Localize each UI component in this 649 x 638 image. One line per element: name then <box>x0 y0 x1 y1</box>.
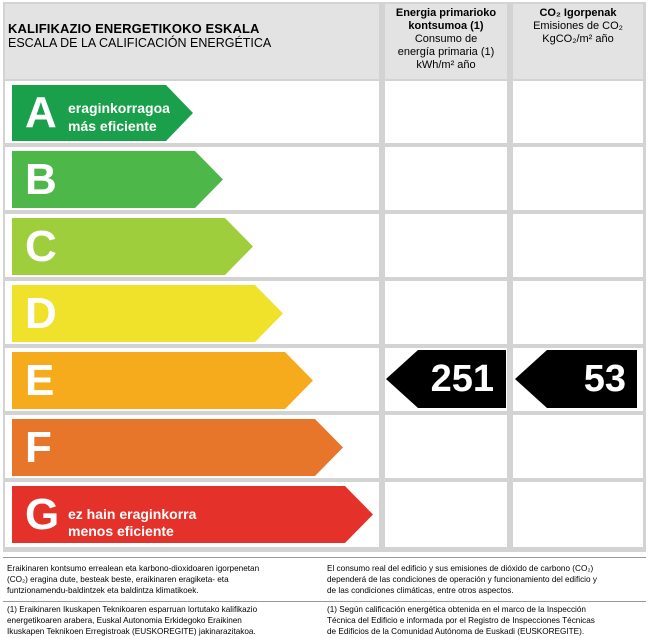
band-letter-c: C <box>25 222 57 271</box>
footer-note-es-line1: El consumo real del edificio y sus emisiones de dióxido de carbono (CO₂) <box>327 564 594 573</box>
emissions-cell-d <box>513 281 643 344</box>
band-g-label-es: menos eficiente <box>68 523 174 539</box>
footnote-es-line2: Técnica del Edificio e informada por el Registro de Inspecciones Técnicas <box>327 616 595 625</box>
emissions-column-title <box>513 7 643 46</box>
consumption-cell-c <box>385 214 507 277</box>
band-letter-a: A <box>25 88 57 137</box>
emissions-title-es: Emisiones de CO₂ <box>533 20 623 32</box>
band-arrow-f <box>12 419 344 476</box>
footnote-eu <box>7 604 257 637</box>
scale-title-eu: KALIFIKAZIO ENERGETIKOKO ESKALA <box>8 21 260 36</box>
band-letter-d: D <box>25 289 57 338</box>
consumption-value: 251 <box>430 358 494 400</box>
footer-note-es <box>327 563 597 596</box>
emissions-cell-f <box>513 415 643 478</box>
footer-note-eu-line3: funtzionamendu-baldintzek eta baldintza klimatikoek. <box>7 586 199 595</box>
emissions-title-eu: CO₂ Igorpenak <box>539 7 617 19</box>
band-letter-b: B <box>25 155 57 204</box>
footer-divider-top <box>3 557 646 558</box>
band-g-label-eu: ez hain eraginkorra <box>68 506 197 522</box>
footnote-es-line3: de Edificios de la Comunidad Autónoma de Euskadi (EUSKOREGITE). <box>327 627 585 636</box>
consumption-cell-a <box>385 81 507 143</box>
band-letter-g: G <box>25 490 60 539</box>
consumption-unit: kWh/m² año <box>416 59 476 71</box>
emissions-cell-b <box>513 147 643 210</box>
footer-note-es-line2: dependerá de las condiciones de operación y funcionamiento del edificio y <box>327 575 597 584</box>
footnote-es-line1: (1) Según calificación energética obtenida en el marco de la Inspección <box>327 605 586 614</box>
emissions-cell-a <box>513 81 643 143</box>
consumption-column-title <box>385 7 507 72</box>
footnote-es <box>327 604 595 637</box>
consumption-title-es-2: energía primaria (1) <box>397 46 495 58</box>
footer-note-eu-line1: Eraikinaren kontsumo errealean eta karbono-dioxidoaren igorpenetan <box>7 564 260 573</box>
emissions-cell-c <box>513 214 643 277</box>
consumption-cell-g <box>385 482 507 547</box>
footnote-eu-line1: (1) Eraikinaren Ikuskapen Teknikoaren esparruan lortutako kalifikazio <box>7 605 258 614</box>
band-arrow-e <box>12 352 314 409</box>
footer-divider-middle <box>3 601 646 602</box>
emissions-value: 53 <box>583 358 626 400</box>
band-a-label-es: más eficiente <box>68 118 157 134</box>
consumption-cell-f <box>385 415 507 478</box>
consumption-cell-d <box>385 281 507 344</box>
footer-note-eu-line2: (CO₂) eragina dute, besteak beste, eraikinaren eragiketa- eta <box>7 575 229 584</box>
footer-note-eu <box>7 563 259 596</box>
band-letter-e: E <box>25 356 55 405</box>
consumption-cell-b <box>385 147 507 210</box>
footnote-eu-line2: energetikoaren arabera, Euskal Autonomia Erkidegoko Eraikinen <box>7 616 242 625</box>
band-letter-f: F <box>25 423 52 472</box>
footer-note-es-line3: de las condiciones climáticas, entre otros aspectos. <box>327 586 514 595</box>
footnote-eu-line3: Ikuskapen Teknikoen Erregistroak (EUSKOREGITE) jakinarazitakoa. <box>7 627 256 636</box>
emissions-unit: KgCO₂/m² año <box>542 33 614 45</box>
scale-title-es: ESCALA DE LA CALIFICACIÓN ENERGÉTICA <box>8 36 272 50</box>
band-a-label-eu: eraginkorragoa <box>68 100 170 116</box>
consumption-title-eu-1: Energia primarioko <box>395 7 497 19</box>
consumption-title-es-1: Consumo de <box>414 33 478 45</box>
consumption-title-eu-2: kontsumoa (1) <box>408 20 484 32</box>
emissions-cell-g <box>513 482 643 547</box>
